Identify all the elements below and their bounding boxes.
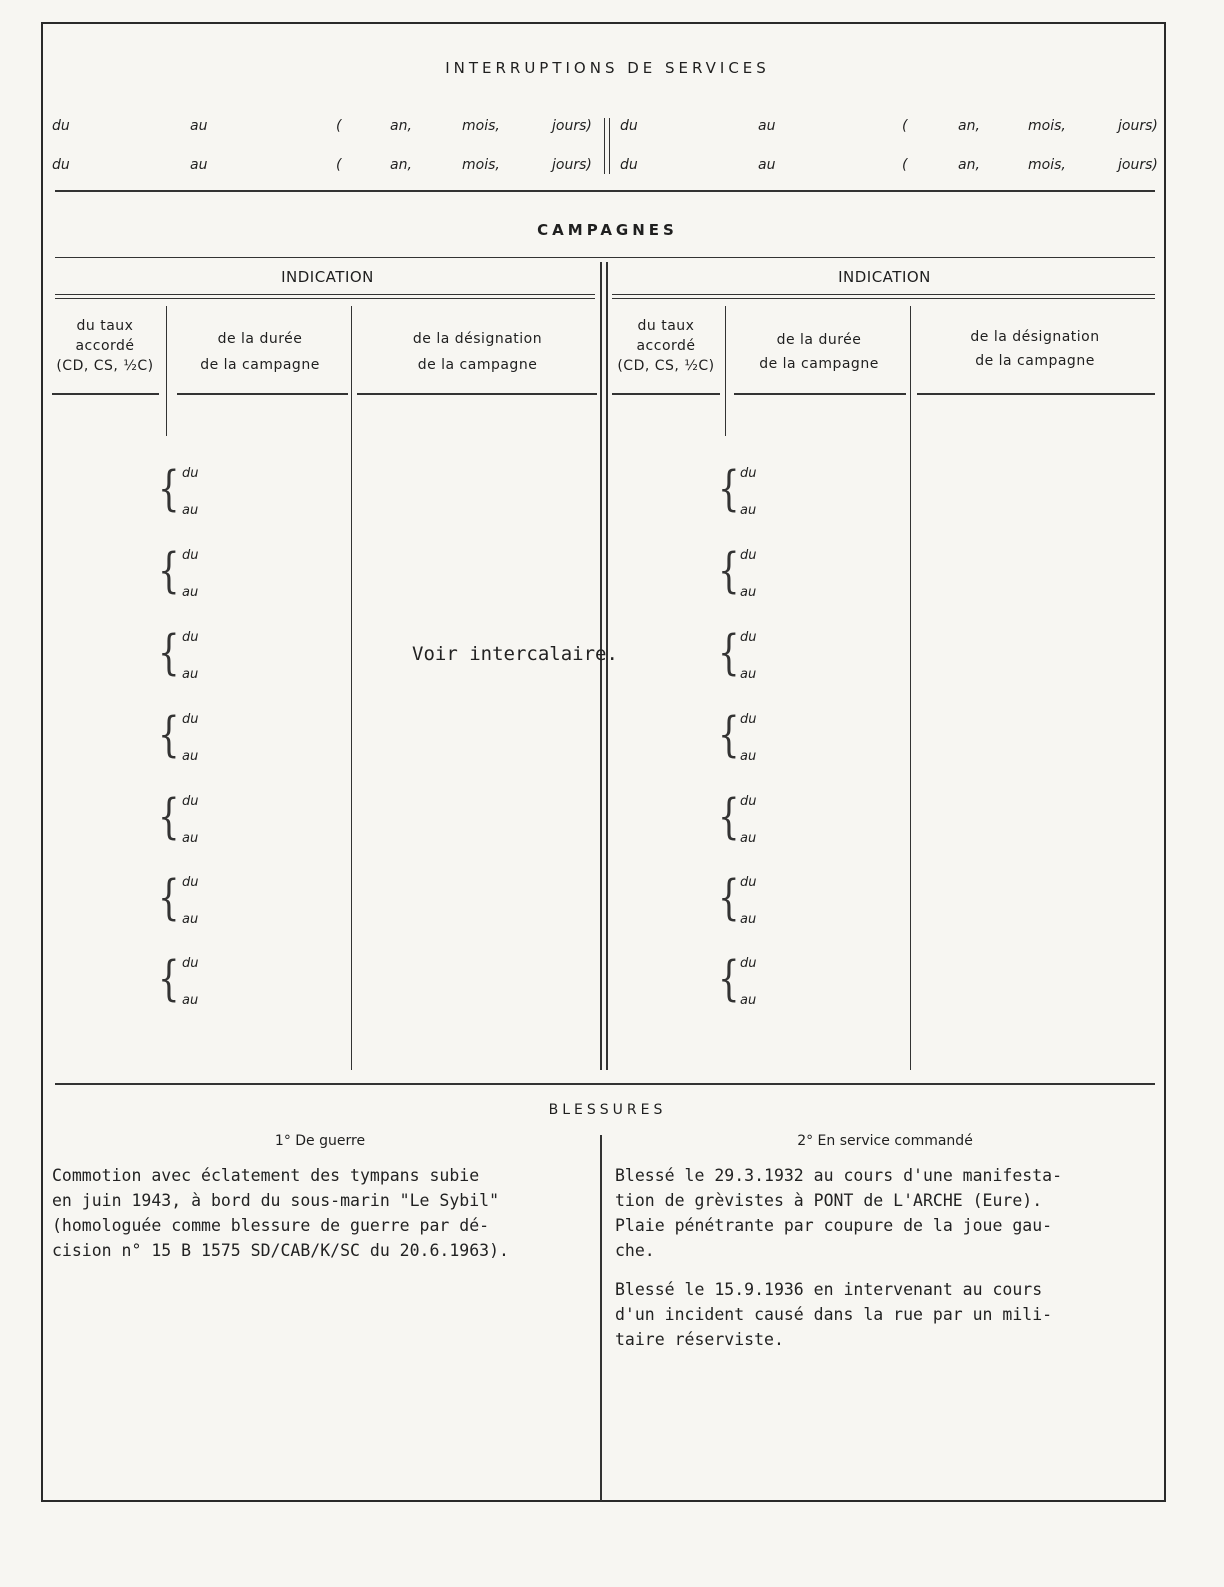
pair-right-1-du: du <box>740 466 757 481</box>
pair-left-4-au: au <box>182 749 199 764</box>
header-rule-right-2 <box>734 393 906 395</box>
interruption-left-row2-field-3: ( <box>336 157 342 173</box>
pair-left-4-du: du <box>182 712 199 727</box>
pair-left-7-au: au <box>182 993 199 1008</box>
indication-right-rule-a <box>612 294 1155 295</box>
interruption-right-row1-field-6: jours) <box>1118 118 1158 134</box>
pair-right-7-du: du <box>740 956 757 971</box>
brace-left-2: { <box>158 543 180 599</box>
brace-left-6: { <box>158 870 180 926</box>
interruptions-title: INTERRUPTIONS DE SERVICES <box>445 59 770 77</box>
interruption-left-row2-field-1: du <box>52 157 70 173</box>
indication-left: INDICATION <box>281 268 374 286</box>
indication-right-rule-b <box>612 298 1155 299</box>
pair-right-6-au: au <box>740 912 757 927</box>
pair-left-2-au: au <box>182 585 199 600</box>
pair-right-2-du: du <box>740 548 757 563</box>
indication-left-rule-b <box>55 298 595 299</box>
blessures-left-heading: 1° De guerre <box>274 1133 366 1149</box>
brace-right-4: { <box>718 707 740 763</box>
interruptions-bottom-rule <box>55 190 1155 192</box>
blessures-title: BLESSURES <box>548 1102 667 1118</box>
brace-left-3: { <box>158 625 180 681</box>
header-rule-right-3 <box>917 393 1155 395</box>
col-rule-right-1 <box>725 306 726 436</box>
indication-right: INDICATION <box>838 268 931 286</box>
col-rule-left-2 <box>351 306 352 1070</box>
campagnes-title: CAMPAGNES <box>537 221 678 239</box>
interruption-left-row2-field-5: mois, <box>462 157 500 173</box>
interruption-right-row2-field-2: au <box>758 157 776 173</box>
indication-left-rule-a <box>55 294 595 295</box>
col-duree-left: de la durée de la campagne <box>200 331 320 373</box>
typed-note-voir-intercalaire: Voir intercalaire. <box>412 643 618 665</box>
pair-right-7-au: au <box>740 993 757 1008</box>
brace-right-1: { <box>718 461 740 517</box>
pair-right-5-du: du <box>740 794 757 809</box>
header-rule-left-3 <box>357 393 597 395</box>
blessures-top-rule <box>55 1083 1155 1085</box>
pair-right-1-au: au <box>740 503 757 518</box>
brace-right-2: { <box>718 543 740 599</box>
interruption-right-row2-field-5: mois, <box>1028 157 1066 173</box>
interruptions-divider <box>604 118 605 174</box>
blessure-service-text-1: Blessé le 29.3.1932 au cours d'une manifesta- tion de grèvistes à PONT de L'ARCHE (Eure). Plaie pénétrante par coupure de la joue gau- che. <box>615 1166 1063 1260</box>
interruption-left-row1-field-5: mois, <box>462 118 500 134</box>
blessure-guerre-text: Commotion avec éclatement des tympans subie en juin 1943, à bord du sous-marin "Le Sybil" (homologuée comme blessure de guerre par dé- cision n° 15 B 1575 SD/CAB/K/SC du 20.6.1963). <box>52 1166 509 1260</box>
brace-right-5: { <box>718 789 740 845</box>
pair-right-3-du: du <box>740 630 757 645</box>
col-designation-right: de la désignation de la campagne <box>970 329 1100 369</box>
pair-right-6-du: du <box>740 875 757 890</box>
pair-left-5-du: du <box>182 794 199 809</box>
pair-right-2-au: au <box>740 585 757 600</box>
blessures-divider <box>600 1135 602 1501</box>
pair-left-7-du: du <box>182 956 199 971</box>
interruption-left-row2-field-4: an, <box>390 157 412 173</box>
pair-left-6-du: du <box>182 875 199 890</box>
interruption-left-row2-field-6: jours) <box>552 157 592 173</box>
interruption-right-row1-field-5: mois, <box>1028 118 1066 134</box>
interruption-right-row1-field-2: au <box>758 118 776 134</box>
pair-right-4-au: au <box>740 749 757 764</box>
pair-right-3-au: au <box>740 667 757 682</box>
interruption-right-row1-field-4: an, <box>958 118 980 134</box>
interruption-left-row1-field-1: du <box>52 118 70 134</box>
pair-left-6-au: au <box>182 912 199 927</box>
interruption-right-row2-field-1: du <box>620 157 638 173</box>
pair-right-5-au: au <box>740 831 757 846</box>
brace-left-1: { <box>158 461 180 517</box>
pair-left-5-au: au <box>182 831 199 846</box>
interruption-left-row2-field-2: au <box>190 157 208 173</box>
col-rule-right-2 <box>910 306 911 1070</box>
pair-right-4-du: du <box>740 712 757 727</box>
blessures-right-heading: 2° En service commandé <box>797 1133 973 1149</box>
header-rule-left-1 <box>52 393 159 395</box>
header-rule-left-2 <box>177 393 348 395</box>
interruption-left-row1-field-4: an, <box>390 118 412 134</box>
interruption-right-row2-field-6: jours) <box>1118 157 1158 173</box>
interruption-right-row2-field-4: an, <box>958 157 980 173</box>
interruption-right-row1-field-3: ( <box>902 118 908 134</box>
col-designation-left: de la désignation de la campagne <box>412 331 543 373</box>
brace-left-5: { <box>158 789 180 845</box>
col-taux-left: du taux accordé (CD, CS, ½C) <box>56 318 154 374</box>
brace-right-7: { <box>718 951 740 1007</box>
pair-left-3-du: du <box>182 630 199 645</box>
interruption-right-row2-field-3: ( <box>902 157 908 173</box>
brace-left-7: { <box>158 951 180 1007</box>
pair-left-1-au: au <box>182 503 199 518</box>
pair-left-2-du: du <box>182 548 199 563</box>
blessure-service-text-2: Blessé le 15.9.1936 en intervenant au cours d'un incident causé dans la rue par un mili- taire réserviste. <box>615 1280 1053 1349</box>
interruption-left-row1-field-2: au <box>190 118 208 134</box>
brace-right-3: { <box>718 625 740 681</box>
interruption-left-row1-field-6: jours) <box>552 118 592 134</box>
brace-left-4: { <box>158 707 180 763</box>
pair-left-3-au: au <box>182 667 199 682</box>
campagnes-top-rule <box>55 257 1155 258</box>
header-rule-right-1 <box>612 393 720 395</box>
col-taux-right: du taux accordé (CD, CS, ½C) <box>617 318 715 374</box>
interruption-left-row1-field-3: ( <box>336 118 342 134</box>
brace-right-6: { <box>718 870 740 926</box>
interruptions-divider-2 <box>609 118 610 174</box>
interruption-right-row1-field-1: du <box>620 118 638 134</box>
pair-left-1-du: du <box>182 466 199 481</box>
col-rule-left-1 <box>166 306 167 436</box>
col-duree-right: de la durée de la campagne <box>759 332 879 372</box>
